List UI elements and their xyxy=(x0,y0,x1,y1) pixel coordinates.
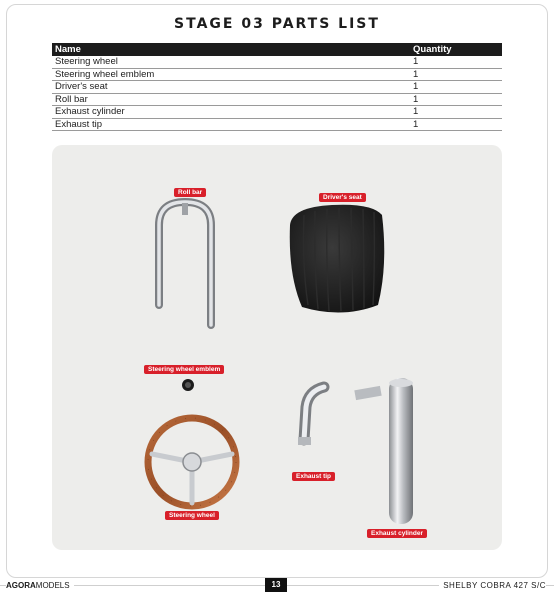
header-name: Name xyxy=(52,43,410,56)
parts-illustration xyxy=(52,145,502,550)
exhaust-cylinder-icon xyxy=(354,378,413,524)
table-row xyxy=(52,68,502,81)
header-quantity: Quantity xyxy=(410,43,502,56)
label-exhaust-cylinder: Exhaust cylinder xyxy=(367,529,427,538)
drivers-seat-icon xyxy=(290,205,385,313)
cell-quantity: 1 xyxy=(410,93,502,106)
brand-rest: MODELS xyxy=(35,581,70,590)
brand-bold: AGORA xyxy=(6,581,36,590)
label-roll-bar: Roll bar xyxy=(174,188,206,197)
cell-name: Steering wheel xyxy=(52,56,410,68)
cell-name: Exhaust tip xyxy=(52,118,410,131)
table-row xyxy=(52,93,502,106)
parts-table xyxy=(52,43,502,131)
parts-photo xyxy=(52,145,502,550)
table-row xyxy=(52,106,502,119)
cell-quantity: 1 xyxy=(410,118,502,131)
steering-wheel-icon xyxy=(148,418,236,506)
table-header-row xyxy=(52,43,502,56)
cell-name: Steering wheel emblem xyxy=(52,68,410,81)
cell-quantity: 1 xyxy=(410,56,502,68)
brand-logo xyxy=(6,581,74,590)
page-title: STAGE 03 PARTS LIST xyxy=(174,16,380,32)
table-row xyxy=(52,118,502,131)
cell-quantity: 1 xyxy=(410,81,502,94)
model-name: SHELBY COBRA 427 S/C xyxy=(439,581,546,590)
roll-bar-icon xyxy=(159,202,211,325)
cell-name: Exhaust cylinder xyxy=(52,106,410,119)
cell-quantity: 1 xyxy=(410,106,502,119)
label-steering-wheel: Steering wheel xyxy=(165,511,219,520)
cell-quantity: 1 xyxy=(410,68,502,81)
cell-name: Roll bar xyxy=(52,93,410,106)
steering-wheel-emblem-icon xyxy=(182,379,194,391)
page-number: 13 xyxy=(265,578,287,592)
label-steering-wheel-emblem: Steering wheel emblem xyxy=(144,365,224,374)
label-exhaust-tip: Exhaust tip xyxy=(292,472,335,481)
table-row xyxy=(52,81,502,94)
cell-name: Driver's seat xyxy=(52,81,410,94)
table-row xyxy=(52,56,502,68)
label-drivers-seat: Driver's seat xyxy=(319,193,366,202)
exhaust-tip-icon xyxy=(298,387,324,445)
